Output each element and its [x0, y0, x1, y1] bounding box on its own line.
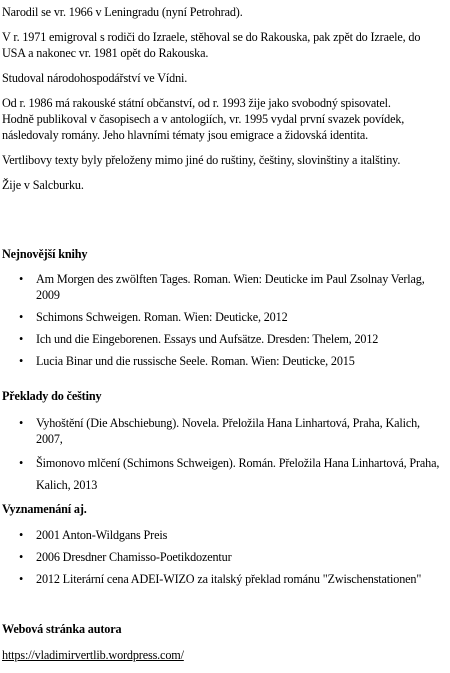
bullet-icon: •	[19, 416, 24, 430]
bullet-icon: •	[19, 456, 24, 470]
awards-section	[2, 501, 442, 587]
bio-paragraph: Hodně publikoval v časopisech a v antologiích, vr. 1995 vydal první svazek povídek, následovaly romány. Jeho hlavními tématy jsou emigrace a židovská identita.	[2, 112, 405, 142]
list-item: • 2001 Anton-Wildgans Preis	[19, 528, 168, 542]
list-item: • Ich und die Eingeborenen. Essays und Aufsätze. Dresden: Thelem, 2012	[19, 332, 379, 346]
list-item: • Šimonovo mlčení (Schimons Schweigen). Román. Přeložila Hana Linhartová, Praha, Kalich, 2013	[2, 452, 442, 496]
bullet-icon: •	[19, 354, 24, 368]
list-item: • Lucia Binar und die russische Seele. Roman. Wien: Deuticke, 2015	[19, 354, 355, 368]
bullet-icon: •	[19, 310, 24, 324]
books-list	[2, 271, 442, 369]
bio-paragraph: Od r. 1986 má rakouské státní občanství, od r. 1993 žije jako svobodný spisovatel.	[2, 96, 391, 110]
author-website-link[interactable]: https://vladimirvertlib.wordpress.com/	[2, 648, 184, 662]
bullet-icon: •	[19, 528, 24, 542]
awards-list	[2, 527, 442, 587]
bullet-icon: •	[19, 272, 24, 286]
list-item: • 2012 Literární cena ADEI-WIZO za italský překlad románu "Zwischenstationen"	[19, 572, 422, 586]
translations-list	[2, 415, 442, 496]
bio-paragraph: Narodil se vr. 1966 v Leningradu (nyní Petrohrad).	[2, 5, 243, 19]
bio-paragraph: Studoval národohospodářství ve Vídni.	[2, 71, 188, 85]
website-heading: Webová stránka autora	[2, 622, 122, 636]
list-item: • 2006 Dresdner Chamisso-Poetikdozentur	[19, 550, 232, 564]
bullet-icon: •	[19, 332, 24, 346]
translations-section	[2, 388, 442, 496]
awards-heading: Vyznamenání aj.	[2, 502, 87, 516]
bio-paragraph: Žije v Salcburku.	[2, 178, 84, 192]
translations-heading: Překlady do češtiny	[2, 389, 102, 403]
author-bio	[0, 0, 450, 193]
books-section	[2, 246, 442, 369]
bullet-icon: •	[19, 572, 24, 586]
books-heading: Nejnovější knihy	[2, 247, 88, 261]
list-item: • Am Morgen des zwölften Tages. Roman. Wien: Deuticke im Paul Zsolnay Verlag, 2009	[19, 272, 425, 302]
website-section	[2, 621, 442, 663]
list-item: • Schimons Schweigen. Roman. Wien: Deuticke, 2012	[19, 310, 288, 324]
bullet-icon: •	[19, 550, 24, 564]
bio-paragraph: Vertlibovy texty byly přeloženy mimo jiné do ruštiny, češtiny, slovinštiny a italštiny.	[2, 153, 401, 167]
list-item: • Vyhoštění (Die Abschiebung). Novela. Přeložila Hana Linhartová, Praha, Kalich, 2007,	[19, 416, 420, 446]
bio-paragraph: V r. 1971 emigroval s rodiči do Izraele, stěhoval se do Rakouska, pak zpět do Izraele, do USA a nakonec vr. 1981 opět do Rakouska.	[2, 30, 421, 60]
